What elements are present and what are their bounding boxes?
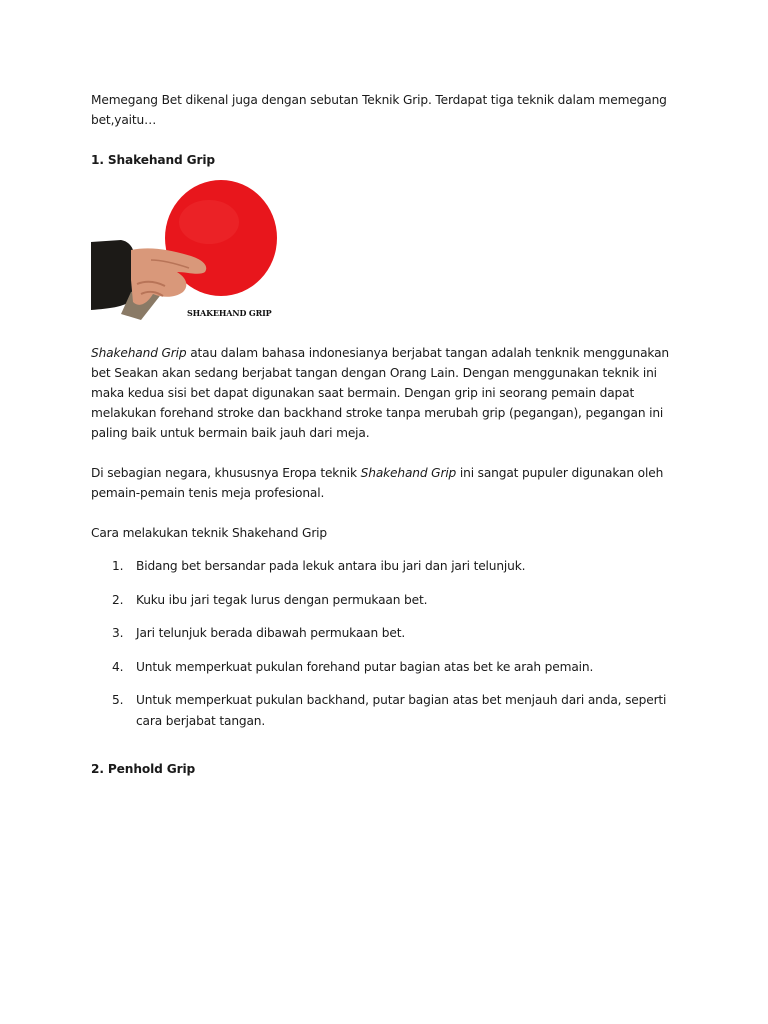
list-item-text: Bidang bet bersandar pada lekuk antara ibu jari dan jari telunjuk. — [136, 559, 526, 573]
list-item — [91, 556, 681, 577]
section-1-heading: 1. Shakehand Grip — [91, 153, 215, 167]
list-item-number: 2. — [112, 592, 124, 607]
europe-paragraph — [91, 463, 681, 503]
list-item — [91, 590, 681, 611]
list-item — [91, 623, 681, 644]
list-item-text: Kuku ibu jari tegak lurus dengan permukaan bet. — [136, 592, 428, 607]
list-item-number: 1. — [112, 559, 124, 573]
description-text: atau dalam bahasa indonesianya berjabat tangan adalah tenknik menggunakan bet Seakan akan sedang berjabat tangan dengan Orang Lain. Dengan menggunakan teknik ini maka kedua sisi bet dapat digunakan saat bermain. Dengan grip ini seorang pemain dapat melakukan forehand stroke dan backhand stroke tanpa merubah grip (pegangan), pegangan ini paling baik untuk bermain baik jauh dari meja. — [91, 346, 669, 440]
list-item-number: 5. — [112, 693, 124, 707]
list-item-text: Untuk memperkuat pukulan backhand, putar bagian atas bet menjauh dari anda, seperti cara berjabat tangan. — [136, 693, 667, 728]
shakehand-description — [91, 343, 681, 443]
list-item-text: Jari telunjuk berada dibawah permukaan bet. — [136, 626, 406, 640]
steps-heading: Cara melakukan teknik Shakehand Grip — [91, 526, 328, 540]
document-content — [91, 90, 681, 779]
list-item-number: 3. — [112, 626, 124, 640]
shakehand-grip-image — [91, 180, 281, 326]
list-item — [91, 690, 681, 732]
image-caption: SHAKEHAND GRIP — [187, 308, 272, 318]
steps-list — [91, 556, 681, 732]
term-shakehand-grip-2: Shakehand Grip — [360, 466, 457, 480]
europe-text-after: ini sangat pupuler digunakan oleh pemain-pemain tenis meja profesional. — [91, 466, 664, 500]
list-item — [91, 657, 681, 678]
list-item-number: 4. — [112, 659, 124, 674]
list-item-text: Untuk memperkuat pukulan forehand putar bagian atas bet ke arah pemain. — [136, 659, 594, 674]
section-2-heading: 2. Penhold Grip — [91, 762, 196, 776]
europe-text-before: Di sebagian negara, khususnya Eropa teknik — [91, 466, 361, 480]
intro-paragraph: Memegang Bet dikenal juga dengan sebutan Teknik Grip. Terdapat tiga teknik dalam memegang bet,yaitu… — [91, 93, 667, 127]
term-shakehand-grip: Shakehand Grip — [91, 346, 187, 360]
